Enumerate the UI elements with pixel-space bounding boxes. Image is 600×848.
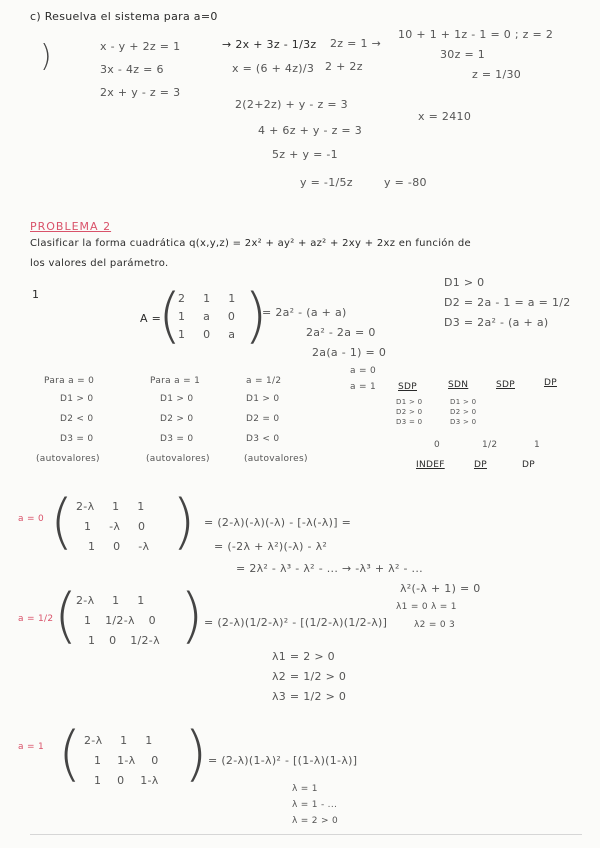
minor-d1: D1 > 0 [444,276,485,289]
case2-title: Para a = 1 [150,376,201,386]
table-h2: SDN [448,380,469,390]
minor-d3: D3 = 2a² - (a + a) [444,316,549,329]
axis-label-1: 1 [534,440,541,450]
eigen-a1-l4: λ = 2 > 0 [292,816,339,826]
case3-l2: D2 = 0 [246,414,280,424]
eigen-ahalf-row2: 1 1/2-λ 0 [84,614,156,627]
system-step1: 2(2+2z) + y - z = 3 [235,98,348,111]
det-line2: 2a² - 2a = 0 [306,326,376,339]
table-c5: D2 > 0 [450,408,477,416]
system-result1: 2z = 1 → [330,37,382,50]
system-arrow1: → 2x + 3z - 1/3z [222,38,317,51]
eigen-a1-row1: 2-λ 1 1 [84,734,153,747]
eigen-a1-row2: 1 1-λ 0 [94,754,159,767]
case2-l1: D1 > 0 [160,394,194,404]
eigen-ahalf-l3: λ2 = 1/2 > 0 [272,670,347,683]
eigen-a1-label: a = 1 [18,742,45,752]
system-eq3: 2x + y - z = 3 [100,86,181,99]
eigen-a0-l5: λ1 = 0 λ = 1 [396,602,457,612]
eigen-ahalf-row3: 1 0 1/2-λ [88,634,160,647]
system-right1: 10 + 1 + 1z - 1 = 0 ; z = 2 [398,28,554,41]
case1-title: Para a = 0 [44,376,95,386]
problem2-statement-line2: los valores del parámetro. [30,258,169,269]
eigen-ahalf-l2: λ1 = 2 > 0 [272,650,335,663]
page-bottom-divider [30,834,582,835]
matrix-right-paren: ) [244,281,268,351]
eigen-a0-label: a = 0 [18,514,45,524]
table-c4: D1 > 0 [450,398,477,406]
class-dp1: DP [474,460,487,470]
table-h1: SDP [398,382,417,392]
system-subst-x: x = (6 + 4z)/3 [232,62,315,75]
table-c1: D1 > 0 [396,398,423,406]
eigen-a1-left-paren: ( [58,719,82,789]
case3-l3: D3 < 0 [246,434,280,444]
case2-l4: (autovalores) [146,454,210,464]
eigen-a0-left-paren: ( [50,487,74,557]
eigen-a0-right-paren: ) [172,487,196,557]
matrix-a-label: A = [140,312,162,325]
eigen-a0-row3: 1 0 -λ [88,540,150,553]
case1-l4: (autovalores) [36,454,100,464]
eigen-a1-row3: 1 0 1-λ [94,774,159,787]
system-right2: 30z = 1 [440,48,486,61]
eigen-ahalf-right-paren: ) [180,581,204,651]
eigen-a0-l4: λ²(-λ + 1) = 0 [400,582,481,595]
left-brace: ) [40,39,52,74]
problem2-statement-line1: Clasificar la forma cuadrática q(x,y,z) = 2x² + ay² + az² + 2xy + 2xz en función de [30,238,471,249]
eigen-ahalf-label: a = 1/2 [18,614,54,624]
system-step2: 4 + 6z + y - z = 3 [258,124,363,137]
section-number: 1 [32,288,40,301]
case3-l1: D1 > 0 [246,394,280,404]
system-right3: z = 1/30 [472,68,522,81]
eigen-a1-l1: = (2-λ)(1-λ)² - [(1-λ)(1-λ)] [208,754,358,767]
matrix-row3: 1 0 a [178,328,236,341]
eigen-ahalf-l4: λ3 = 1/2 > 0 [272,690,347,703]
matrix-left-paren: ( [158,281,182,351]
page-heading: c) Resuelva el sistema para a=0 [30,10,218,23]
case2-l3: D3 = 0 [160,434,194,444]
eigen-ahalf-l1: = (2-λ)(1/2-λ)² - [(1/2-λ)(1/2-λ)] [204,616,388,629]
class-indef: INDEF [416,460,445,470]
eigen-a0-l2: = (-2λ + λ²)(-λ) - λ² [214,540,328,553]
eigen-a0-row1: 2-λ 1 1 [76,500,145,513]
system-step5: y = -80 [384,176,427,189]
eigen-ahalf-left-paren: ( [54,581,78,651]
case2-l2: D2 > 0 [160,414,194,424]
class-dp2: DP [522,460,535,470]
eigen-a1-l2: λ = 1 [292,784,318,794]
case1-l3: D3 = 0 [60,434,94,444]
case4-title: a = 0 [350,366,377,376]
eigen-a1-l3: λ = 1 - ... [292,800,338,810]
eigen-a0-l1: = (2-λ)(-λ)(-λ) - [-λ(-λ)] = [204,516,352,529]
eigen-a0-row2: 1 -λ 0 [84,520,146,533]
case1-l2: D2 < 0 [60,414,94,424]
matrix-row2: 1 a 0 [178,310,236,323]
matrix-row1: 2 1 1 [178,292,236,305]
minor-d2: D2 = 2a - 1 = a = 1/2 [444,296,571,309]
table-h4: DP [544,378,557,388]
case3-title: a = 1/2 [246,376,282,386]
system-step3: 5z + y = -1 [272,148,338,161]
problem2-heading: PROBLEMA 2 [30,220,112,233]
table-c6: D3 > 0 [450,418,477,426]
case1-l1: D1 > 0 [60,394,94,404]
eigen-a0-l6: λ2 = 0 3 [414,620,456,630]
axis-label-0: 0 [434,440,441,450]
eigen-a1-right-paren: ) [184,719,208,789]
system-eq1: x - y + 2z = 1 [100,40,181,53]
table-c2: D2 > 0 [396,408,423,416]
table-c3: D3 = 0 [396,418,423,426]
system-eq2: 3x - 4z = 6 [100,63,164,76]
case4-title2: a = 1 [350,382,377,392]
eigen-a0-l3: = 2λ² - λ³ - λ² - ... → -λ³ + λ² - ... [236,562,423,575]
det-line3: 2a(a - 1) = 0 [312,346,387,359]
system-frac2: 2 + 2z [325,60,363,73]
system-step4: y = -1/5z [300,176,353,189]
table-h3: SDP [496,380,515,390]
det-line1: = 2a² - (a + a) [262,306,347,319]
eigen-ahalf-row1: 2-λ 1 1 [76,594,145,607]
case3-l4: (autovalores) [244,454,308,464]
system-side-note: x = 2410 [418,110,472,123]
axis-label-half: 1/2 [482,440,498,450]
